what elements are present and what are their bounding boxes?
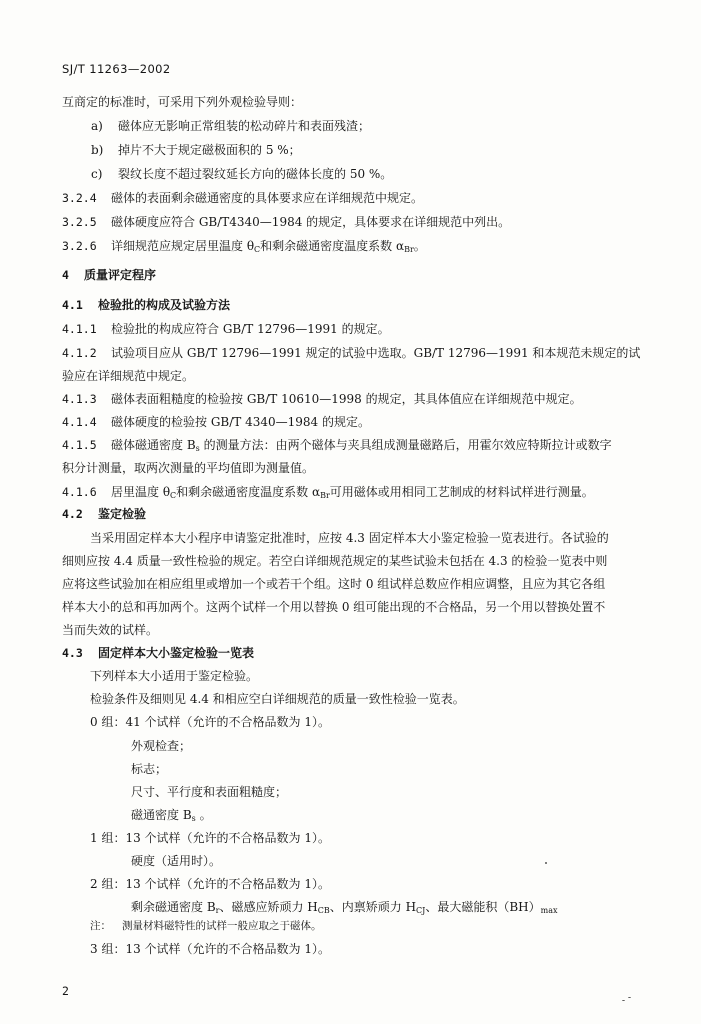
group-0-item: 外观检查； <box>131 739 192 753</box>
section-text: 试验项目应从 GB/T 12796—1991 规定的试验中选取。GB/T 12796—1991 和本规范未规定的试 <box>111 346 641 360</box>
note-text: 测量材料磁特性的试样一般应取之于磁体。 <box>122 920 322 932</box>
group-3-heading: 3 组：13 个试样（允许的不合格品数为 1）。 <box>90 942 330 956</box>
section-title: 检验批的构成及试验方法 <box>98 298 231 312</box>
list-item-b-label: b) <box>91 143 104 157</box>
list-item-c-text: 裂纹长度不超过裂纹延长方向的磁体长度的 50 %。 <box>118 167 393 181</box>
section-number: 4.1.3 <box>62 392 97 406</box>
section-text: 磁体磁通密度 $B_s$ 的测量方法：由两个磁体与夹具组成测量磁路后，用霍尔效应特斯拉计或数字 <box>111 438 612 453</box>
group-1-item: 硬度（适用时）。 <box>131 854 222 868</box>
section-number: 4.1 <box>62 298 83 312</box>
group-0-item: 磁通密度 $B_s$ 。 <box>131 808 212 823</box>
section-number: 4.1.6 <box>62 485 97 499</box>
group-0-item: 标志； <box>131 762 168 776</box>
section-text: 居里温度 $\theta_C$和剩余磁通密度温度系数 $\alpha_{Br}$可用磁体或用相同工艺制成的材料试样进行测量。 <box>111 485 594 500</box>
paragraph-line: 检验条件及细则见 4.4 和相应空白详细规范的质量一致性检验一览表。 <box>90 692 465 706</box>
group-1-heading: 1 组：13 个试样（允许的不合格品数为 1）。 <box>90 831 330 845</box>
section-number: 4.1.5 <box>62 438 97 452</box>
paragraph-line: 应将这些试验加在相应组里或增加一个或若干个组。这时 0 组试样总数应作相应调整，且应为其它各组 <box>62 577 606 591</box>
list-item-a-label: a) <box>91 119 103 133</box>
section-number: 3.2.5 <box>62 215 97 229</box>
paragraph-line: 下列样本大小适用于鉴定检验。 <box>90 669 259 683</box>
page-number: 2 <box>62 984 69 998</box>
group-0-item: 尺寸、平行度和表面粗糙度； <box>131 785 288 799</box>
list-item-c-label: c) <box>91 167 103 181</box>
section-text: 检验批的构成应符合 GB/T 12796—1991 的规定。 <box>111 322 390 336</box>
paragraph-line: 当而失效的试样。 <box>62 623 159 637</box>
section-number: 4.2 <box>62 507 83 521</box>
group-0-heading: 0 组：41 个试样（允许的不合格品数为 1）。 <box>90 715 330 729</box>
note-label: 注： <box>90 920 111 932</box>
section-text: 磁体硬度的检验按 GB/T 4340—1984 的规定。 <box>111 415 370 429</box>
section-text: 详细规范应规定居里温度 $\theta_C$和剩余磁通密度温度系数 $\alpha_{Br}$。 <box>111 239 426 254</box>
section-title: 鉴定检验 <box>98 507 147 521</box>
section-text: 磁体表面粗糙度的检验按 GB/T 10610—1998 的规定，其具体值应在详细规范中规定。 <box>111 392 582 406</box>
paragraph-line: 细则应按 4.4 质量一致性检验的规定。若空白详细规范规定的某些试验未包括在 4.3 的检验一览表中则 <box>62 554 608 568</box>
group-2-item: 剩余磁通密度 $B_r$、磁感应矫顽力 $H_{CB}$、内禀矫顽力 $H_{CJ}$、最大磁能积$(BH)_{max}$ <box>131 900 558 915</box>
section-text-continuation: 积分计测量，取两次测量的平均值即为测量值。 <box>62 461 315 475</box>
section-text: 磁体硬度应符合 GB/T4340—1984 的规定，具体要求在详细规范中列出。 <box>111 215 511 229</box>
section-title: 固定样本大小鉴定检验一览表 <box>98 646 255 660</box>
section-text-continuation: 验应在详细规范中规定。 <box>62 369 195 383</box>
chapter-number: 4 <box>62 268 69 282</box>
paragraph-line: 当采用固定样本大小程序申请鉴定批准时，应按 4.3 固定样本大小鉴定检验一览表进行。各试验的 <box>90 531 609 545</box>
document-id: SJ/T 11263—2002 <box>62 62 171 76</box>
section-number: 3.2.6 <box>62 239 97 253</box>
scan-speck <box>628 997 631 998</box>
scan-speck <box>545 862 547 864</box>
section-number: 4.1.1 <box>62 322 97 336</box>
chapter-title: 质量评定程序 <box>84 268 157 282</box>
list-item-b-text: 掉片不大于规定磁极面积的 5 %； <box>118 143 301 157</box>
section-number: 4.3 <box>62 646 83 660</box>
section-number: 4.1.2 <box>62 346 97 360</box>
intro-continuation: 互商定的标准时，可采用下列外观检验导则： <box>62 95 303 109</box>
group-2-heading: 2 组：13 个试样（允许的不合格品数为 1）。 <box>90 877 330 891</box>
section-number: 4.1.4 <box>62 415 97 429</box>
scan-speck <box>622 1000 625 1001</box>
paragraph-line: 样本大小的总和再加两个。这两个试样一个用以替换 0 组可能出现的不合格品，另一个用以替换处置不 <box>62 600 606 614</box>
section-number: 3.2.4 <box>62 191 97 205</box>
section-text: 磁体的表面剩余磁通密度的具体要求应在详细规范中规定。 <box>111 191 424 205</box>
list-item-a-text: 磁体应无影响正常组装的松动碎片和表面残渣； <box>118 119 371 133</box>
